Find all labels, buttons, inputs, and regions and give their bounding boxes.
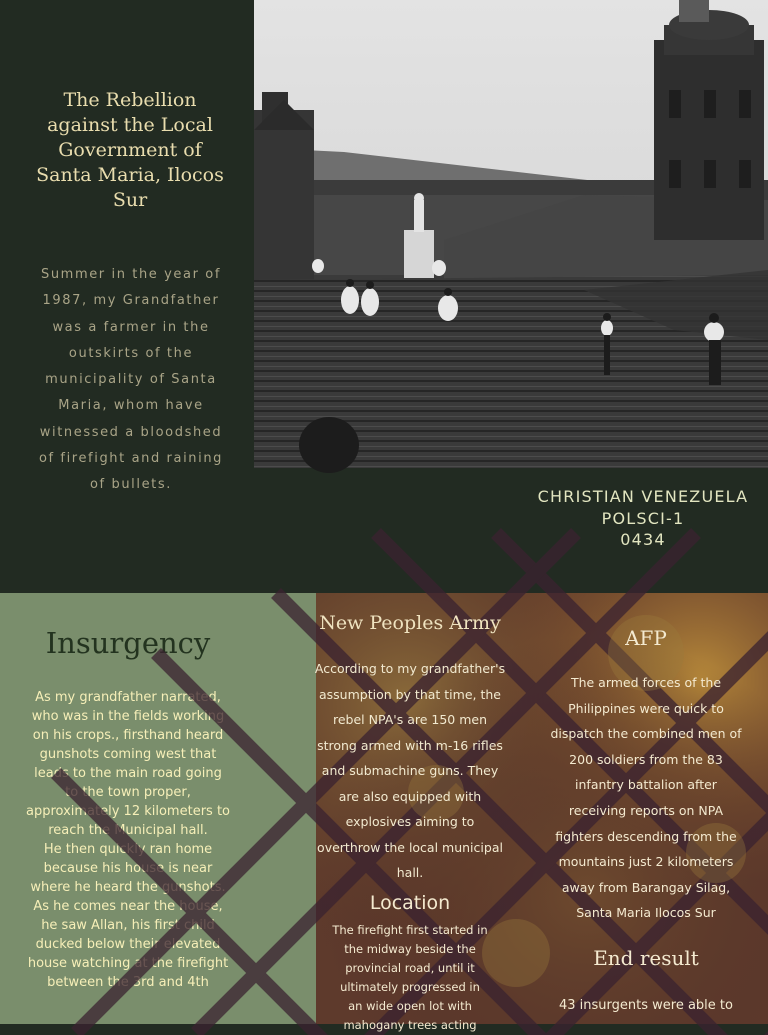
end-result-title: End result [593,946,699,970]
author-course: POLSCI-1 [601,508,685,528]
insurgency-text: As my grandfather narrated, who was in the fields working on his crops., firsthand heard gunshots coming west that leads to the main road going to the town proper, approximately 12 kilometers to reach the Municipal hall. He then quickly ran home because his house is near where he heard the gunshots. As he comes near the house, he saw Allan, his first child ducked below their elevated house watching at the firefight between the 3rd and 4th [26,690,230,990]
page-title: The Rebellion against the Local Government of Santa Maria, Ilocos Sur [36,89,224,211]
end-result-text: 43 insurgents were able to [559,998,733,1013]
location-text: The firefight first started in the midway beside the provincial road, until it ultimately progressed in an wide open lot with mahogany trees acting [332,923,488,1032]
intro-paragraph: Summer in the year of 1987, my Grandfather was a farmer in the outskirts of the municipality of Santa Maria, whom have witnessed a bloodshed of firefight and raining of bullets. [38,267,224,493]
afp-title: AFP [625,626,667,650]
author-id: 0434 [620,530,666,549]
npa-title: New Peoples Army [319,612,501,634]
church-photo [254,0,768,468]
author-block [518,486,768,551]
insurgency-title: Insurgency [45,626,211,660]
npa-text: According to my grandfather's assumption by that time, the rebel NPA's are 150 men strong armed with m-16 rifles and submachine guns. They are also equipped with explosives aiming to overthrow the local municipal hall. [314,661,506,880]
afp-text: The armed forces of the Philippines were quick to dispatch the combined men of 200 soldiers from the 83 infantry battalion after receiving reports on NPA fighters descending from the mountains just 2 kilometers away from Barangay Silag, Santa Maria Ilocos Sur [550,675,742,921]
location-title: Location [369,892,451,914]
author-name: CHRISTIAN VENEZUELA [537,487,749,506]
